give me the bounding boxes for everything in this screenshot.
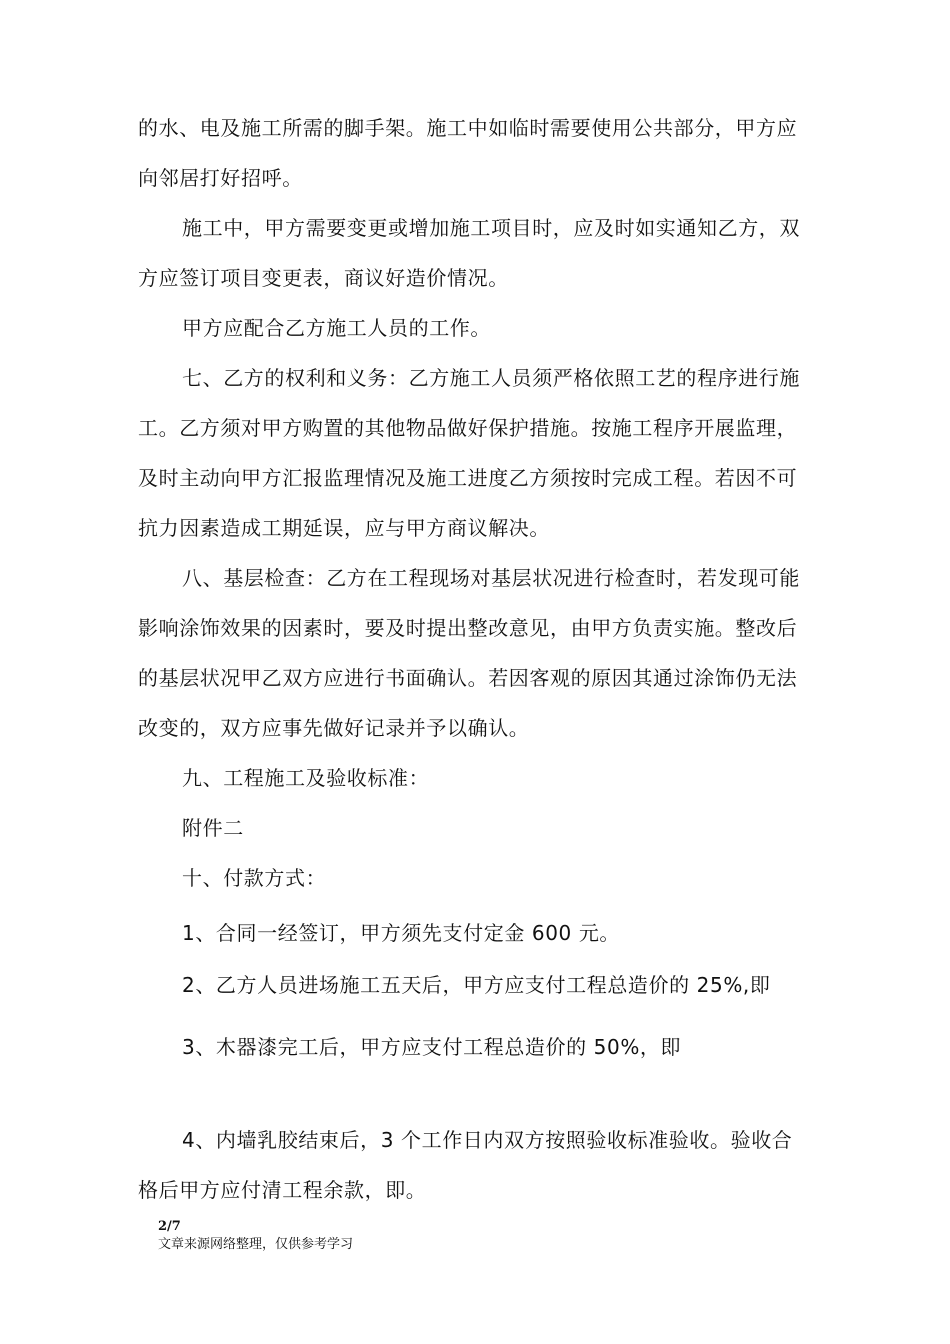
attachment-two: 附件二: [182, 816, 244, 840]
paragraph-continuation: 的水、电及施工所需的脚手架。施工中如临时需要使用公共部分，甲方应向邻居打好招呼。: [138, 116, 798, 190]
payment-item-1: 1、合同一经签订，甲方须先支付定金 600 元。: [182, 921, 621, 945]
section-seven-rights-duties: 七、乙方的权利和义务：乙方施工人员须严格依照工艺的程序进行施工。乙方须对甲方购置的其他物品做好保护措施。按施工程序开展监理，及时主动向甲方汇报监理情况及施工进度乙方须按时完成工程。若因不可抗力因素造成工期延误，应与甲方商议解决。: [138, 366, 800, 540]
footer-note: 文章来源网络整理，仅供参考学习: [158, 1237, 354, 1252]
paragraph-change-notice: 施工中，甲方需要变更或增加施工项目时，应及时如实通知乙方，双方应签订项目变更表，商议好造价情况。: [138, 216, 800, 290]
section-nine-acceptance-standard: 九、工程施工及验收标准：: [182, 766, 430, 790]
section-eight-base-inspection: 八、基层检查：乙方在工程现场对基层状况进行检查时，若发现可能影响涂饰效果的因素时，要及时提出整改意见，由甲方负责实施。整改后的基层状况甲乙双方应进行书面确认。若因客观的原因其通过涂饰仍无法改变的，双方应事先做好记录并予以确认。: [138, 566, 800, 740]
payment-item-4: 4、内墙乳胶结束后，3 个工作日内双方按照验收标准验收。验收合格后甲方应付清工程余款，即。: [138, 1128, 793, 1202]
page-number: 2/7: [158, 1219, 181, 1234]
payment-item-3: 3、木器漆完工后，甲方应支付工程总造价的 50%，即: [182, 1035, 682, 1059]
section-ten-payment: 十、付款方式：: [182, 866, 327, 890]
paragraph-cooperation: 甲方应配合乙方施工人员的工作。: [182, 316, 491, 340]
payment-item-2: 2、乙方人员进场施工五天后，甲方应支付工程总造价的 25%,即: [182, 973, 771, 997]
